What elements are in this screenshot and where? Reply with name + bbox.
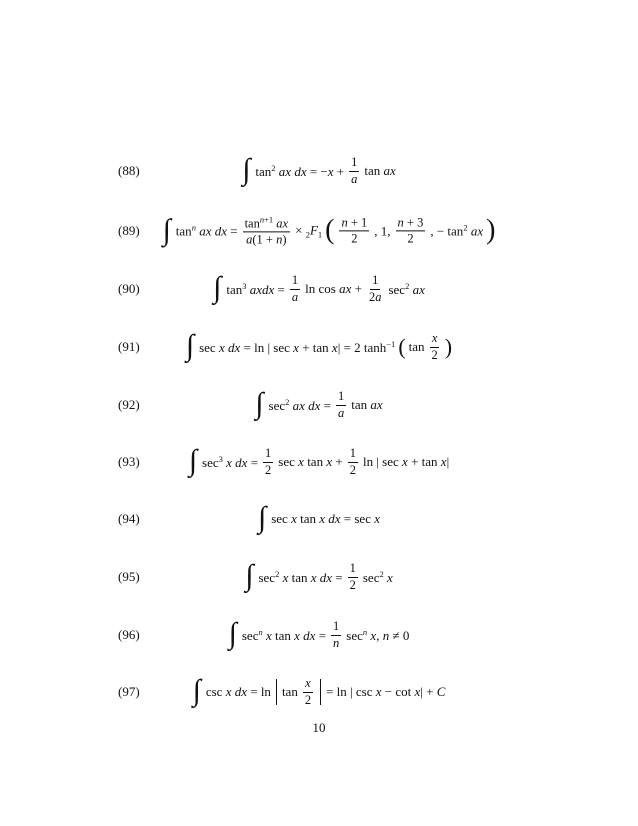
equation-body: ∫ $\sec^2 x$ tan x dx = $\frac{1}{2}$ $\sec^2 x$ <box>245 559 393 592</box>
integral-sign: ∫ <box>213 271 222 304</box>
fraction: $\frac{\tan^{n+1} ax}{a(1 + n)}$ <box>244 214 289 247</box>
equation-number: (97) <box>118 684 140 699</box>
equation-number: (96) <box>118 627 140 642</box>
equation-row <box>0 203 638 259</box>
integral-sign: ∫ <box>242 153 251 186</box>
integral-sign: ∫ <box>245 559 254 592</box>
fraction: $\frac{1}{2a}$ <box>368 273 382 304</box>
integral-sign: ∫ <box>255 387 264 420</box>
equation-body: ∫ $\sec^2$ ax dx = $\frac{1}{a}$ tan ax <box>255 387 383 420</box>
equation-body: ∫ $\sec^3 x$ dx = $\frac{1}{2}$ sec x tan x + $\frac{1}{2}$ ln | sec x + tan x| <box>188 444 450 477</box>
equation-body: ∫ sec x dx = ln | sec x + tan x| = 2 $\tanh^{-1}$ ( tan $\frac{x}{2}$ ) <box>185 329 453 362</box>
equation-row <box>0 434 638 490</box>
fraction: $\frac{1}{a}$ <box>291 273 299 304</box>
integral-sign: ∫ <box>188 444 198 477</box>
equation-row <box>0 491 638 547</box>
paren: ( <box>325 214 335 245</box>
absolute-bar <box>320 679 321 705</box>
paren: ) <box>444 334 453 359</box>
integral-sign: ∫ <box>192 674 201 707</box>
integral-sign: ∫ <box>257 501 267 534</box>
fraction: $\frac{1}{2}$ <box>265 446 272 477</box>
equation-row <box>0 319 638 375</box>
equation-row <box>0 664 638 720</box>
equation-row <box>0 607 638 663</box>
equation-body: ∫ csc x dx = ln tan $\frac{x}{2}$ = ln | csc x − cot x| + C <box>192 674 446 707</box>
fraction: $\frac{1}{2}$ <box>349 446 356 477</box>
page-number: 10 <box>312 720 326 735</box>
equation-number: (91) <box>118 339 140 354</box>
equation-number: (92) <box>118 397 140 412</box>
equation-body: ∫ sec x tan x dx = sec x <box>257 501 380 534</box>
equation-body: ∫ $\tan^2$ ax dx = −x + $\frac{1}{a}$ tan ax <box>242 153 396 186</box>
equation-row <box>0 377 638 433</box>
fraction: $\frac{1}{a}$ <box>338 389 345 420</box>
equation-row <box>0 143 638 199</box>
fraction: $\frac{1}{n}$ <box>333 619 340 650</box>
integral-sign: ∫ <box>162 213 171 246</box>
absolute-bar <box>276 679 277 705</box>
equation-row <box>0 549 638 605</box>
paren: ) <box>486 214 496 245</box>
fraction: $\frac{n + 3}{2}$ <box>397 215 424 246</box>
equation-number: (95) <box>118 569 140 584</box>
equation-number: (90) <box>118 281 140 296</box>
fraction: $\frac{1}{2}$ <box>349 561 356 592</box>
equation-body: ∫ $\tan^3$ axdx = $\frac{1}{a}$ ln cos ax + $\frac{1}{2a}$ $\sec^2$ ax <box>213 271 425 304</box>
fraction: $\frac{x}{2}$ <box>304 676 312 707</box>
fraction: $\frac{n + 1}{2}$ <box>341 215 368 246</box>
equation-number: (93) <box>118 454 140 469</box>
equation-number: (88) <box>118 163 140 178</box>
integral-sign: ∫ <box>185 329 195 362</box>
integral-sign: ∫ <box>228 617 237 650</box>
fraction: $\frac{x}{2}$ <box>431 331 438 362</box>
equation-body: ∫ $\sec^n x$ tan x dx = $\frac{1}{n}$ $\sec^n x$, n ≠ 0 <box>228 617 410 650</box>
equation-body: ∫ $\tan^n$ ax dx = $\frac{\tan^{n+1} ax}{a(1 + n)}$ × $_2F_1$ ( $\frac{n + 1}{2}$ , 1, $\frac{n + 3}{2}$ , − $\tan^2$ ax ) <box>162 213 496 247</box>
equation-number: (94) <box>118 511 140 526</box>
fraction: $\frac{1}{a}$ <box>351 155 358 186</box>
equation-number: (89) <box>118 223 140 238</box>
equation-row <box>0 261 638 317</box>
paren: ( <box>398 334 406 359</box>
